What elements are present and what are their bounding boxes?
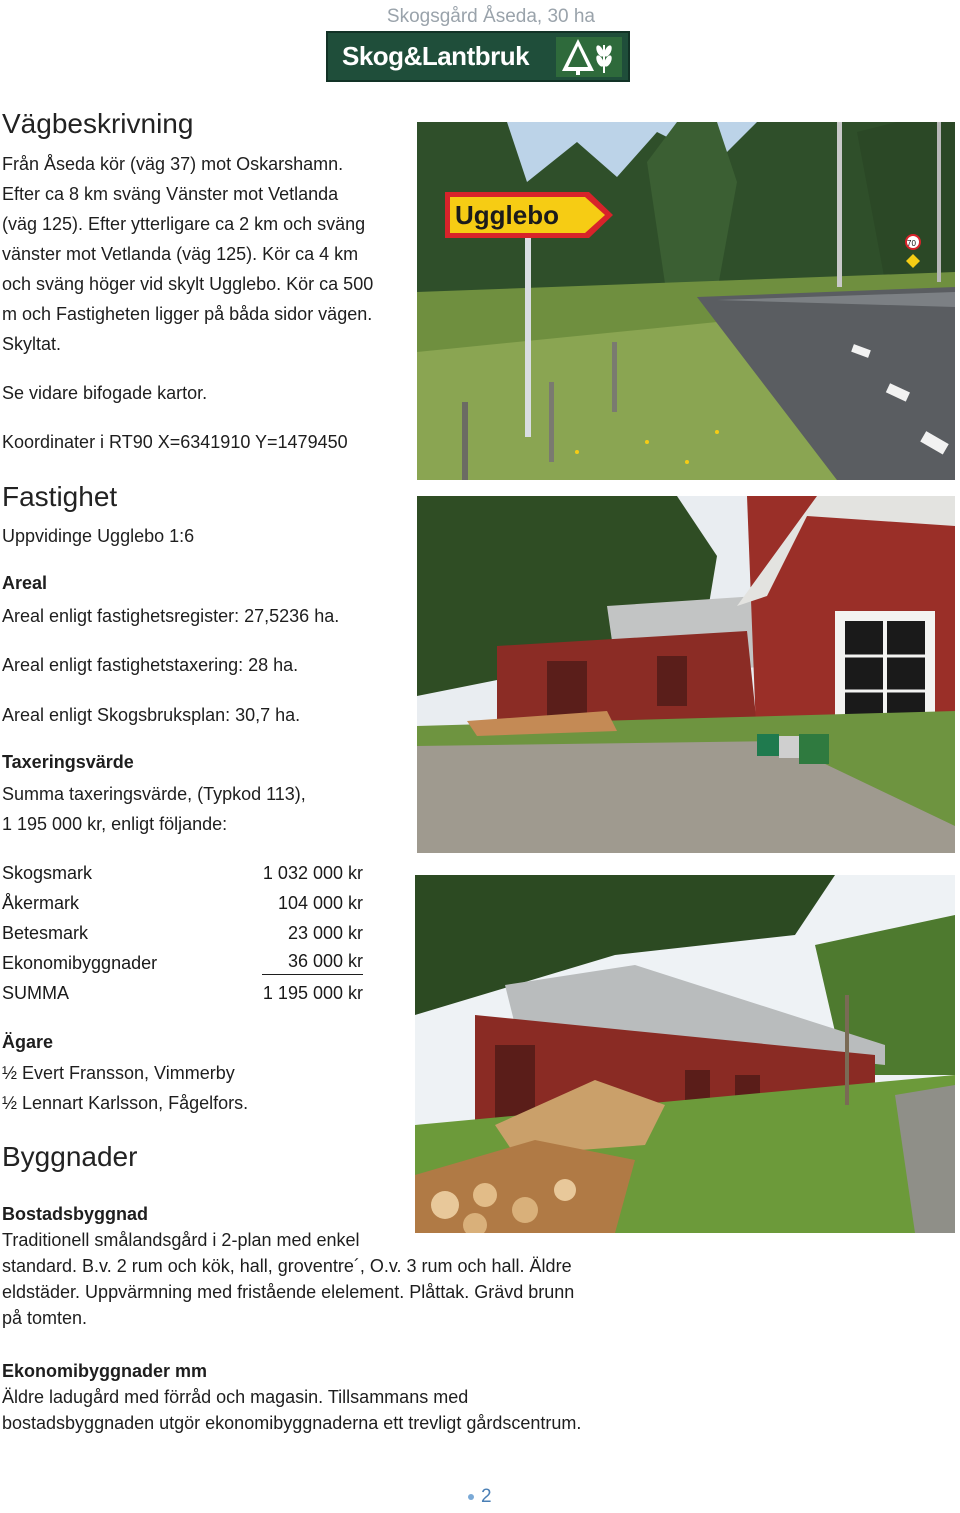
page-number-text: 2 xyxy=(481,1486,492,1507)
taxeringsvarde-heading: Taxeringsvärde xyxy=(2,752,134,772)
section-heading-vagbeskrivning: Vägbeskrivning xyxy=(2,108,194,139)
property-name: Uppvidinge Ugglebo 1:6 xyxy=(2,526,195,546)
table-row-value: 104 000 kr xyxy=(277,893,363,913)
maps-note: Se vidare bifogade kartor. xyxy=(2,383,208,403)
directions-line: m och Fastigheten ligger på båda sidor vägen. xyxy=(2,304,373,324)
owner-line: ½ Evert Fransson, Vimmerby xyxy=(2,1063,235,1083)
text-line: eldstäder. Uppvärmning med fristående elelement. Plåttak. Grävd brunn xyxy=(2,1282,575,1302)
section-heading-fastighet: Fastighet xyxy=(2,481,118,512)
logo-text: Skog&Lantbruk xyxy=(342,41,530,71)
road-sign-illustration xyxy=(417,122,955,480)
table-row-label: Ekonomibyggnader xyxy=(2,953,158,973)
photo-barn-firewood xyxy=(415,875,955,1233)
bullet-icon xyxy=(468,1494,474,1500)
agare-heading: Ägare xyxy=(2,1032,54,1052)
photo-road-sign xyxy=(417,122,955,480)
tree-wheat-icon xyxy=(556,37,622,77)
table-row-label: SUMMA xyxy=(2,983,69,1003)
table-row-value: 36 000 kr xyxy=(262,948,363,975)
bostadsbyggnad-text xyxy=(2,1227,662,1331)
directions-line: Från Åseda kör (väg 37) mot Oskarshamn. xyxy=(2,154,344,174)
directions-line: Efter ca 8 km sväng Vänster mot Vetlanda xyxy=(2,184,339,204)
coordinates: Koordinater i RT90 X=6341910 Y=1479450 xyxy=(2,432,348,452)
text-line: standard. B.v. 2 rum och kök, hall, groventre´, O.v. 3 rum och hall. Äldre xyxy=(2,1256,572,1276)
directions-text xyxy=(2,149,412,359)
directions-line: och sväng höger vid skylt Ugglebo. Kör ca 500 xyxy=(2,274,374,294)
table-row-value: 1 195 000 kr xyxy=(262,983,363,1003)
speed-sign-text: 70 xyxy=(907,239,916,248)
document-header-title: Skogsgård Åseda, 30 ha xyxy=(386,6,595,27)
owner-line: ½ Lennart Karlsson, Fågelfors. xyxy=(2,1093,249,1113)
text-line: bostadsbyggnaden utgör ekonomibyggnaderna ett trevligt gårdscentrum. xyxy=(2,1413,582,1433)
table-row-label: Betesmark xyxy=(2,923,89,943)
areal-taxering: Areal enligt fastighetstaxering: 28 ha. xyxy=(2,655,299,675)
table-row-value: 23 000 kr xyxy=(287,923,363,943)
taxeringsvarde-summary: 1 195 000 kr, enligt följande: xyxy=(2,814,228,834)
company-logo xyxy=(326,31,630,82)
text-line: Traditionell smålandsgård i 2-plan med enkel xyxy=(2,1230,360,1250)
directions-line: (väg 125). Efter ytterligare ca 2 km och sväng xyxy=(2,214,366,234)
areal-skogsbruksplan: Areal enligt Skogsbruksplan: 30,7 ha. xyxy=(2,705,301,725)
text-line: på tomten. xyxy=(2,1308,88,1328)
section-heading-byggnader: Byggnader xyxy=(2,1141,138,1172)
directions-line: Skyltat. xyxy=(2,334,62,354)
taxeringsvarde-summary: Summa taxeringsvärde, (Typkod 113), xyxy=(2,784,306,804)
taxering-table xyxy=(2,858,363,1008)
areal-register: Areal enligt fastighetsregister: 27,5236 ha. xyxy=(2,606,340,626)
table-row-label: Skogsmark xyxy=(2,863,93,883)
ekonomibyggnader-text xyxy=(2,1384,682,1436)
table-row-label: Åkermark xyxy=(2,893,80,913)
areal-heading: Areal xyxy=(2,573,48,593)
ekonomibyggnader-heading: Ekonomibyggnader mm xyxy=(2,1361,208,1381)
text-line: Äldre ladugård med förråd och magasin. Tillsammans med xyxy=(2,1387,469,1407)
photo-farmhouse xyxy=(417,496,955,853)
farmhouse-illustration xyxy=(417,496,955,853)
table-row-value: 1 032 000 kr xyxy=(262,863,363,883)
directions-line: vänster mot Vetlanda (väg 125). Kör ca 4 km xyxy=(2,244,359,264)
page-number xyxy=(468,1486,492,1508)
barn-illustration xyxy=(415,875,955,1233)
bostadsbyggnad-heading: Bostadsbyggnad xyxy=(2,1204,149,1224)
sign-text: Ugglebo xyxy=(455,200,559,230)
